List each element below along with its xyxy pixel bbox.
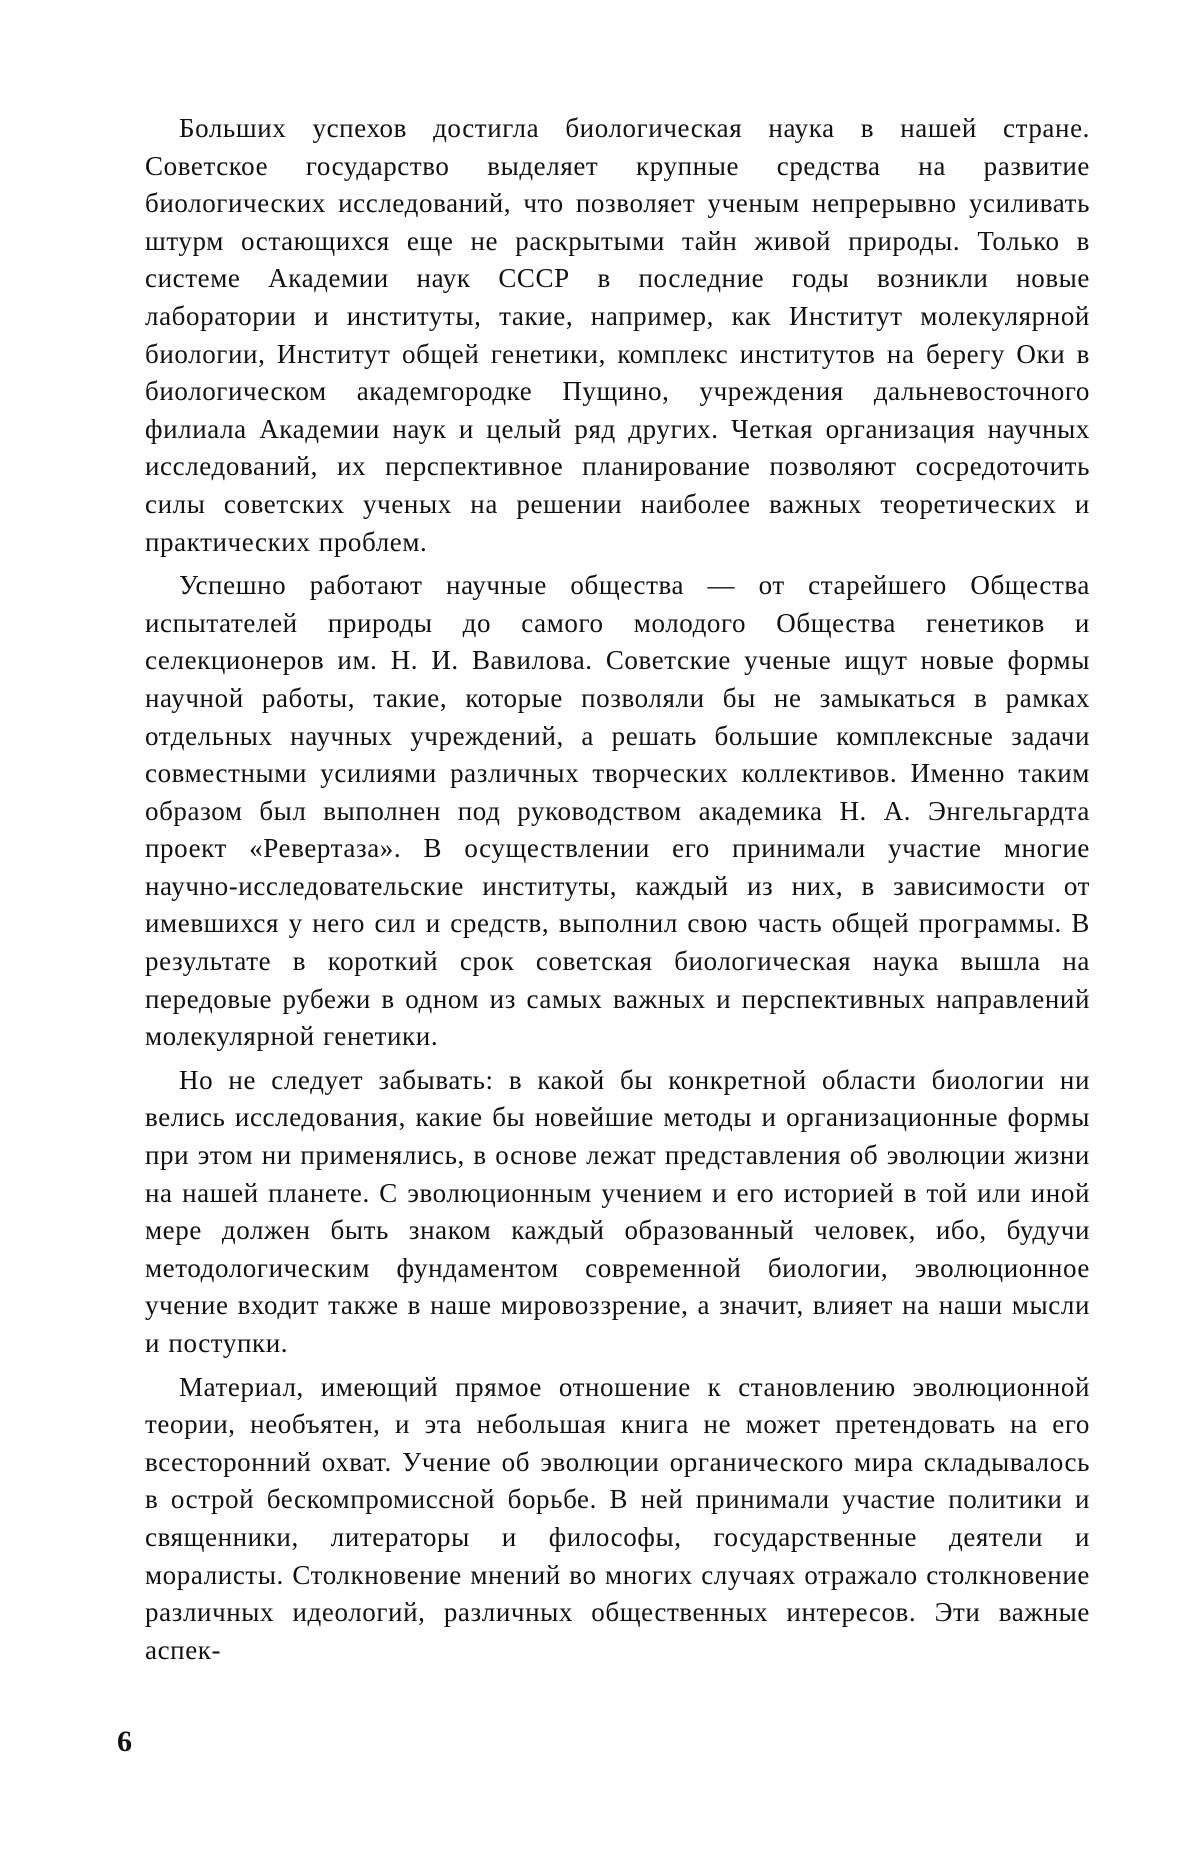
body-text xyxy=(145,110,1090,1675)
paragraph-1: Больших успехов достигла биологическая наука в нашей стране. Советское государство выделяет крупные средства на развитие биологических исследований, что позволяет ученым непрерывно усиливать штурм остающихся еще не раскрытыми тайн живой природы. Только в системе Академии наук СССР в последние годы возникли новые лаборатории и институты, такие, например, как Институт молекулярной биологии, Институт общей генетики, комплекс институтов на берегу Оки в биологическом академгородке Пущино, учреждения дальневосточного филиала Академии наук и целый ряд других. Четкая организация научных исследований, их перспективное планирование позволяют сосредоточить силы советских ученых на решении наиболее важных теоретических и практических проблем. xyxy=(145,113,1090,557)
paragraph-4: Материал, имеющий прямое отношение к становлению эволюционной теории, необъятен, и эта небольшая книга не может претендовать на его всесторонний охват. Учение об эволюции органического мира складывалось в острой бескомпромиссной борьбе. В ней принимали участие политики и священники, литераторы и философы, государственные деятели и моралисты. Столкновение мнений во многих случаях отражало столкновение различных идеологий, различных общественных интересов. Эти важные аспек- xyxy=(145,1371,1090,1665)
page-number: 6 xyxy=(117,1725,132,1758)
paragraph-3: Но не следует забывать: в какой бы конкретной области биологии ни велись исследования, какие бы новейшие методы и организационные формы при этом ни применялись, в основе лежат представления об эволюции жизни на нашей планете. С эволюционным учением и его историей в той или иной мере должен быть знаком каждый образованный человек, ибо, будучи методологическим фундаментом современной биологии, эволюционное учение входит также в наше мировоззрение, а значит, влияет на наши мысли и поступки. xyxy=(145,1064,1090,1358)
paragraph-2: Успешно работают научные общества — от старейшего Общества испытателей природы до самого молодого Общества генетиков и селекционеров им. Н. И. Вавилова. Советские ученые ищут новые формы научной работы, такие, которые позволяли бы не замыкаться в рамках отдельных научных учреждений, а решать большие комплексные задачи совместными усилиями различных творческих коллективов. Именно таким образом был выполнен под руководством академика Н. А. Энгельгардта проект «Ревертаза». В осуществлении его принимали участие многие научно-исследовательские институты, каждый из них, в зависимости от имевшихся у него сил и средств, выполнил свою часть общей программы. В результате в короткий срок советская биологическая наука вышла на передовые рубежи в одном из самых важных и перспективных направлений молекулярной генетики. xyxy=(145,570,1090,1052)
